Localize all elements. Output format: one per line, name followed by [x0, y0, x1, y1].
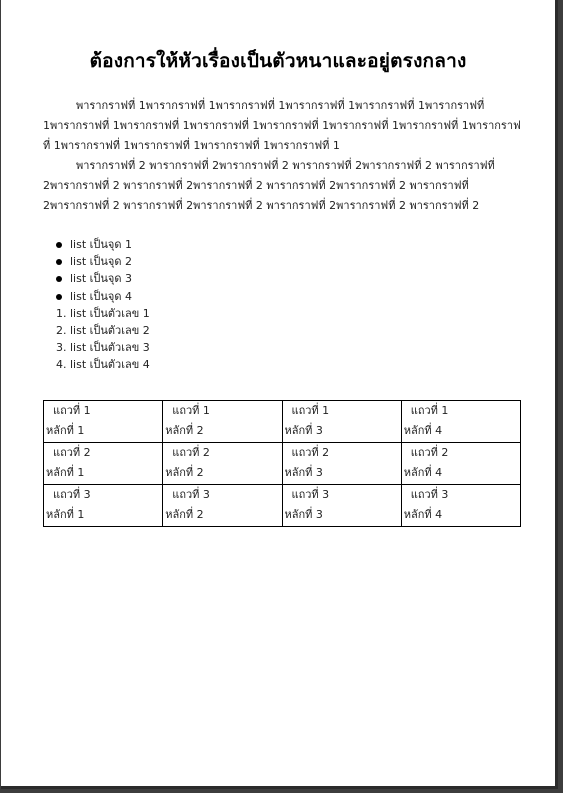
row-label: แถวที่ 1 [410, 404, 449, 417]
row-label: แถวที่ 3 [172, 488, 210, 501]
row-label: แถวที่ 1 [291, 404, 330, 417]
bullet-item [56, 253, 150, 270]
row-label: แถวที่ 2 [410, 446, 449, 459]
col-label: หลักที่ 3 [284, 508, 323, 521]
paragraph-2: พารากราฟที่ 2 พารากราฟที่ 2พารากราฟที่ 2 พารากราฟที่ 2พารากราฟที่ 2 พารากราฟที่ 2พารากราฟที่ 2 พารากราฟที่ 2พารากราฟที่ 2 พารากราฟที่ 2พารากราฟที่ 2 พารากราฟที่ 2พารากราฟที่ 2 พารากราฟที่ 2พารากราฟที่ 2 พารากราฟที่ 2พารากราฟที่ 2 พารากราฟที่ 2 [43, 159, 495, 212]
item-number: 2. [56, 323, 67, 337]
row-label: แถวที่ 1 [53, 404, 91, 417]
col-label: หลักที่ 4 [403, 466, 443, 479]
table-cell [163, 443, 282, 485]
bullet-item-label: list เป็นจุด 3 [70, 272, 132, 286]
table-cell [282, 485, 401, 527]
bullet-item [56, 236, 150, 253]
table-row [44, 485, 521, 527]
bullet-item [56, 270, 150, 287]
bullet-icon [56, 242, 62, 248]
bullet-icon [56, 259, 62, 265]
table-cell [401, 401, 520, 443]
col-label: หลักที่ 2 [165, 466, 204, 479]
table-cell [282, 401, 401, 443]
row-label: แถวที่ 2 [172, 446, 210, 459]
row-label: แถวที่ 2 [291, 446, 330, 459]
table-cell [44, 485, 163, 527]
document-page [1, 0, 558, 789]
table-cell [401, 485, 520, 527]
bullet-icon [56, 276, 62, 282]
item-number: 3. [56, 341, 67, 355]
col-label: หลักที่ 3 [284, 424, 323, 437]
bullet-item-label: list เป็นจุด 2 [70, 255, 132, 269]
col-label: หลักที่ 1 [46, 508, 85, 521]
table-cell [282, 443, 401, 485]
row-label: แถวที่ 3 [291, 488, 330, 501]
col-label: หลักที่ 1 [46, 424, 85, 437]
col-label: หลักที่ 4 [403, 424, 443, 437]
table-cell [44, 443, 163, 485]
numbered-item [56, 339, 150, 356]
bullet-item-label: list เป็นจุด 1 [70, 238, 132, 251]
numbered-item-label: list เป็นตัวเลข 4 [70, 358, 150, 372]
item-number: 4. [56, 358, 67, 372]
data-table [43, 400, 521, 527]
table-row [44, 443, 521, 485]
bullet-item-label: list เป็นจุด 4 [70, 289, 132, 303]
lists [56, 236, 150, 374]
table-cell [401, 443, 520, 485]
col-label: หลักที่ 4 [403, 508, 443, 521]
paragraph-1: พารากราฟที่ 1พารากราฟที่ 1พารากราฟที่ 1พารากราฟที่ 1พารากราฟที่ 1พารากราฟที่ 1พารากราฟที่ 1พารากราฟที่ 1พารากราฟที่ 1พารากราฟที่ 1พารากราฟที่ 1พารากราฟที่ 1พารากราฟที่ 1พารากราฟที่ 1พารากราฟที่ 1พารากราฟที่ 1พารากราฟที่ 1 [43, 99, 521, 152]
row-label: แถวที่ 1 [172, 404, 210, 417]
col-label: หลักที่ 2 [165, 508, 204, 521]
table-cell [163, 401, 282, 443]
item-number: 1. [56, 306, 67, 320]
numbered-item [56, 322, 150, 339]
page-title: ต้องการให้หัวเรื่องเป็นตัวหนาและอยู่ตรงกลาง [89, 50, 467, 72]
bullet-item [56, 288, 150, 305]
row-label: แถวที่ 2 [53, 446, 91, 459]
numbered-item-label: list เป็นตัวเลข 2 [70, 323, 150, 337]
numbered-item-label: list เป็นตัวเลข 1 [70, 306, 150, 320]
row-label: แถวที่ 3 [53, 488, 91, 501]
col-label: หลักที่ 1 [46, 466, 85, 479]
table-cell [44, 401, 163, 443]
numbered-item-label: list เป็นตัวเลข 3 [70, 341, 150, 355]
row-label: แถวที่ 3 [410, 488, 449, 501]
numbered-item [56, 305, 150, 322]
table-row [44, 401, 521, 443]
numbered-item [56, 356, 150, 373]
col-label: หลักที่ 3 [284, 466, 323, 479]
table-cell [163, 485, 282, 527]
col-label: หลักที่ 2 [165, 424, 204, 437]
bullet-icon [56, 294, 62, 300]
